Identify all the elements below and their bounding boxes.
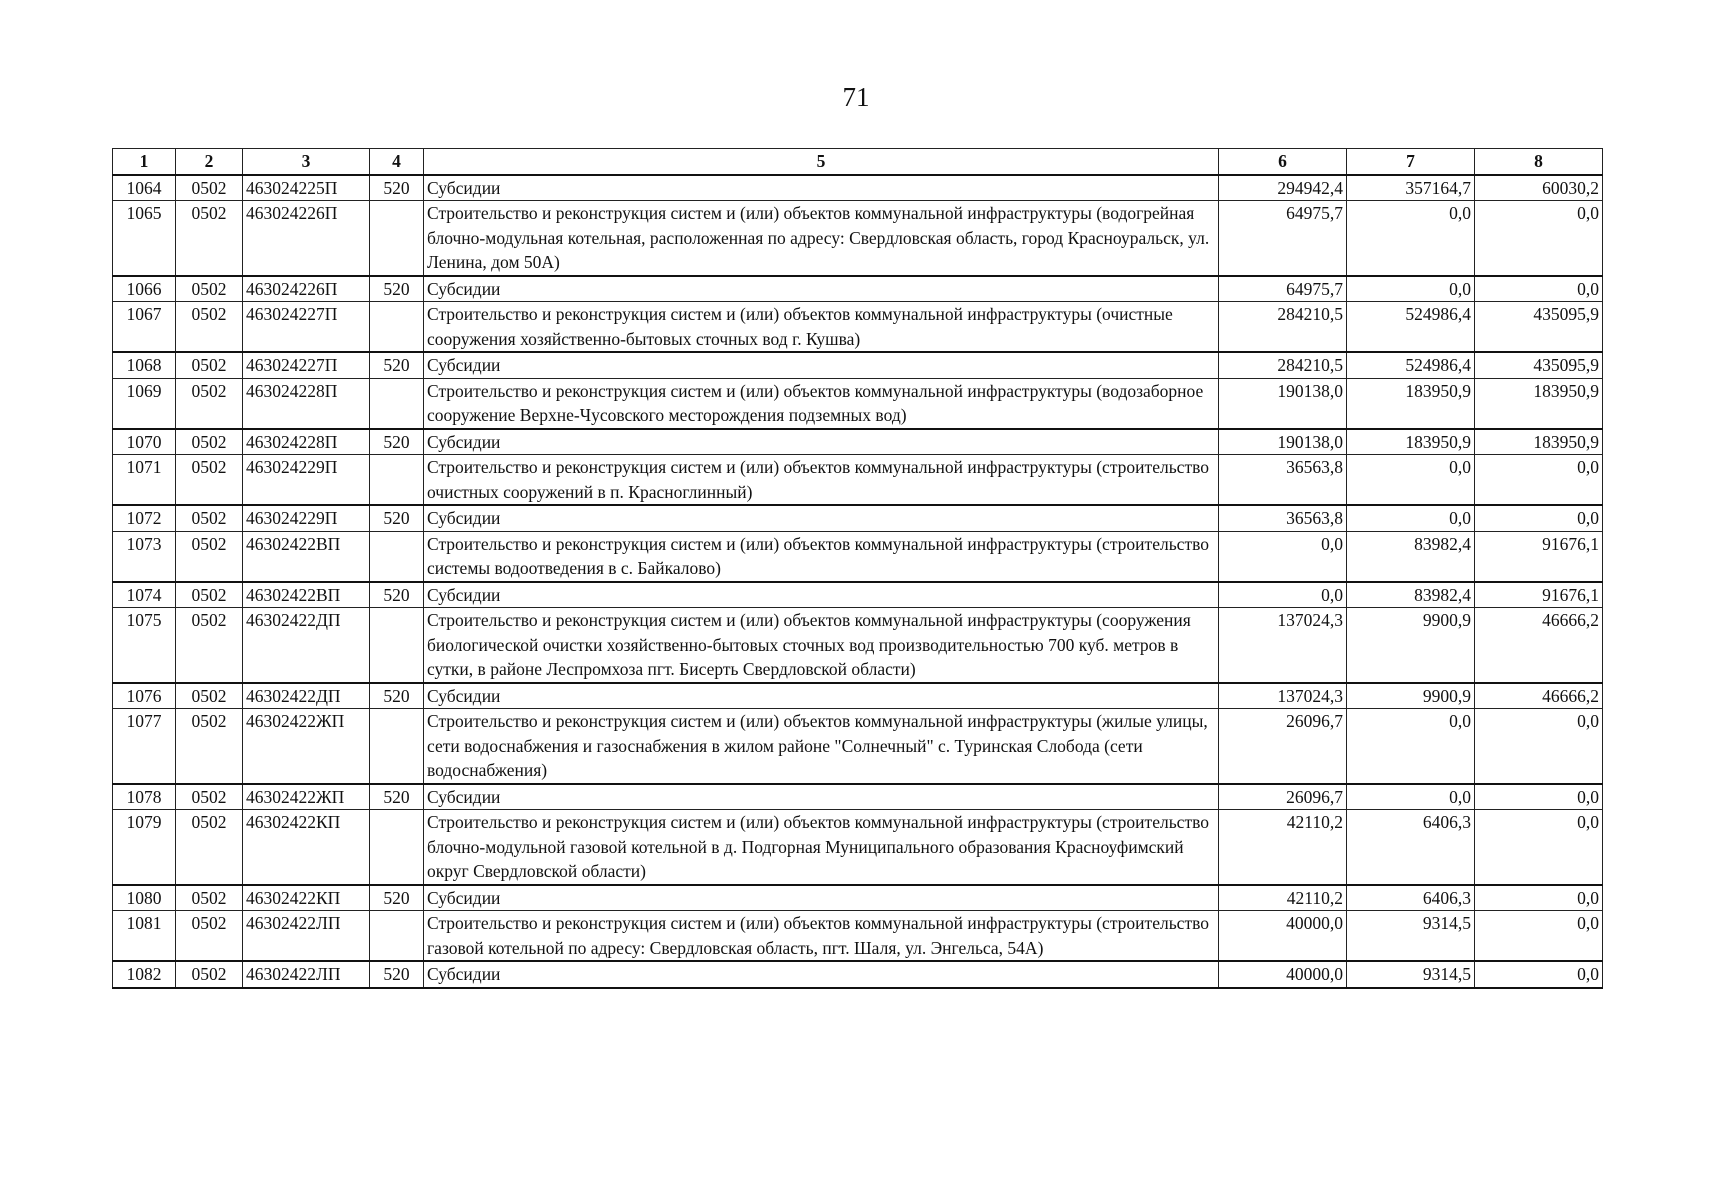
table-row [113, 429, 1603, 455]
section-cell: 0502 [176, 505, 243, 531]
amount-year1-cell: 284210,5 [1219, 302, 1347, 353]
table-row [113, 378, 1603, 429]
row-number-cell: 1080 [113, 885, 176, 911]
row-number-cell: 1074 [113, 582, 176, 608]
table-row [113, 175, 1603, 201]
expense-type-cell: 520 [370, 683, 424, 709]
target-code-cell: 463024229П [243, 455, 370, 506]
row-number-cell: 1066 [113, 276, 176, 302]
name-cell: Субсидии [424, 885, 1219, 911]
amount-year1-cell: 40000,0 [1219, 961, 1347, 988]
expense-type-cell: 520 [370, 429, 424, 455]
expense-type-cell: 520 [370, 505, 424, 531]
target-code-cell: 46302422ВП [243, 582, 370, 608]
name-cell: Строительство и реконструкция систем и (или) объектов коммунальной инфраструктуры (строительство системы водоотведения в с. Байкалово) [424, 531, 1219, 582]
amount-year2-cell: 0,0 [1347, 709, 1475, 784]
expense-type-cell [370, 302, 424, 353]
section-cell: 0502 [176, 201, 243, 276]
row-number-cell: 1077 [113, 709, 176, 784]
expense-type-cell [370, 810, 424, 885]
name-cell: Субсидии [424, 683, 1219, 709]
target-code-cell: 46302422ЛП [243, 961, 370, 988]
amount-year1-cell: 64975,7 [1219, 201, 1347, 276]
amount-year1-cell: 40000,0 [1219, 911, 1347, 962]
section-cell: 0502 [176, 885, 243, 911]
amount-year2-cell: 0,0 [1347, 455, 1475, 506]
table-header [113, 149, 1603, 175]
column-header: 6 [1219, 149, 1347, 175]
amount-year3-cell: 91676,1 [1475, 531, 1603, 582]
amount-year2-cell: 0,0 [1347, 201, 1475, 276]
row-number-cell: 1064 [113, 175, 176, 201]
name-cell: Строительство и реконструкция систем и (или) объектов коммунальной инфраструктуры (водозаборное сооружение Верхне-Чусовского месторождения подземных вод) [424, 378, 1219, 429]
section-cell: 0502 [176, 531, 243, 582]
section-cell: 0502 [176, 175, 243, 201]
expense-type-cell: 520 [370, 276, 424, 302]
target-code-cell: 46302422ДП [243, 608, 370, 683]
section-cell: 0502 [176, 911, 243, 962]
column-header: 3 [243, 149, 370, 175]
column-header: 4 [370, 149, 424, 175]
table-body [113, 175, 1603, 988]
table-row [113, 352, 1603, 378]
expense-type-cell: 520 [370, 784, 424, 810]
expense-type-cell [370, 531, 424, 582]
amount-year3-cell: 60030,2 [1475, 175, 1603, 201]
name-cell: Субсидии [424, 784, 1219, 810]
table-row [113, 201, 1603, 276]
table-row [113, 709, 1603, 784]
amount-year3-cell: 0,0 [1475, 709, 1603, 784]
section-cell: 0502 [176, 429, 243, 455]
row-number-cell: 1067 [113, 302, 176, 353]
amount-year2-cell: 9314,5 [1347, 961, 1475, 988]
section-cell: 0502 [176, 455, 243, 506]
target-code-cell: 463024226П [243, 201, 370, 276]
section-cell: 0502 [176, 302, 243, 353]
amount-year1-cell: 0,0 [1219, 582, 1347, 608]
section-cell: 0502 [176, 784, 243, 810]
table-row [113, 505, 1603, 531]
row-number-cell: 1068 [113, 352, 176, 378]
section-cell: 0502 [176, 683, 243, 709]
table-row [113, 531, 1603, 582]
name-cell: Субсидии [424, 352, 1219, 378]
name-cell: Субсидии [424, 276, 1219, 302]
expense-type-cell [370, 201, 424, 276]
amount-year1-cell: 42110,2 [1219, 810, 1347, 885]
amount-year1-cell: 26096,7 [1219, 784, 1347, 810]
amount-year1-cell: 284210,5 [1219, 352, 1347, 378]
section-cell: 0502 [176, 709, 243, 784]
amount-year3-cell: 0,0 [1475, 911, 1603, 962]
column-header: 5 [424, 149, 1219, 175]
target-code-cell: 46302422ЖП [243, 709, 370, 784]
row-number-cell: 1079 [113, 810, 176, 885]
amount-year2-cell: 6406,3 [1347, 885, 1475, 911]
table-row [113, 810, 1603, 885]
amount-year3-cell: 183950,9 [1475, 429, 1603, 455]
amount-year1-cell: 0,0 [1219, 531, 1347, 582]
target-code-cell: 463024228П [243, 429, 370, 455]
amount-year2-cell: 83982,4 [1347, 531, 1475, 582]
page-number: 71 [842, 82, 870, 112]
target-code-cell: 46302422ДП [243, 683, 370, 709]
target-code-cell: 46302422КП [243, 810, 370, 885]
expense-type-cell: 520 [370, 175, 424, 201]
expense-type-cell [370, 911, 424, 962]
name-cell: Строительство и реконструкция систем и (или) объектов коммунальной инфраструктуры (очистные сооружения хозяйственно-бытовых сточных вод г. Кушва) [424, 302, 1219, 353]
section-cell: 0502 [176, 608, 243, 683]
amount-year2-cell: 183950,9 [1347, 429, 1475, 455]
amount-year1-cell: 26096,7 [1219, 709, 1347, 784]
row-number-cell: 1069 [113, 378, 176, 429]
name-cell: Строительство и реконструкция систем и (или) объектов коммунальной инфраструктуры (строительство очистных сооружений в п. Красноглинный) [424, 455, 1219, 506]
name-cell: Субсидии [424, 582, 1219, 608]
target-code-cell: 463024229П [243, 505, 370, 531]
budget-table [112, 148, 1603, 989]
amount-year2-cell: 183950,9 [1347, 378, 1475, 429]
amount-year1-cell: 64975,7 [1219, 276, 1347, 302]
amount-year2-cell: 524986,4 [1347, 302, 1475, 353]
amount-year3-cell: 46666,2 [1475, 683, 1603, 709]
amount-year3-cell: 435095,9 [1475, 302, 1603, 353]
amount-year2-cell: 0,0 [1347, 505, 1475, 531]
expense-type-cell: 520 [370, 885, 424, 911]
amount-year2-cell: 524986,4 [1347, 352, 1475, 378]
table-row [113, 276, 1603, 302]
row-number-cell: 1082 [113, 961, 176, 988]
table-row [113, 885, 1603, 911]
row-number-cell: 1071 [113, 455, 176, 506]
table-row [113, 911, 1603, 962]
amount-year2-cell: 9900,9 [1347, 683, 1475, 709]
section-cell: 0502 [176, 378, 243, 429]
row-number-cell: 1065 [113, 201, 176, 276]
expense-type-cell: 520 [370, 352, 424, 378]
amount-year2-cell: 9314,5 [1347, 911, 1475, 962]
table-row [113, 961, 1603, 988]
expense-type-cell [370, 378, 424, 429]
expense-type-cell [370, 455, 424, 506]
row-number-cell: 1078 [113, 784, 176, 810]
amount-year3-cell: 0,0 [1475, 455, 1603, 506]
section-cell: 0502 [176, 582, 243, 608]
expense-type-cell [370, 709, 424, 784]
section-cell: 0502 [176, 961, 243, 988]
section-cell: 0502 [176, 276, 243, 302]
table-row [113, 302, 1603, 353]
name-cell: Строительство и реконструкция систем и (или) объектов коммунальной инфраструктуры (сооружения биологической очистки хозяйственно-бытовых сточных вод производительностью 700 куб. метров в сутки, в районе Леспромхоза пгт. Бисерть Свердловской области) [424, 608, 1219, 683]
table-row [113, 608, 1603, 683]
name-cell: Строительство и реконструкция систем и (или) объектов коммунальной инфраструктуры (жилые улицы, сети водоснабжения и газоснабжения в жилом районе "Солнечный" с. Туринская Слобода (сети водоснабжения) [424, 709, 1219, 784]
table-row [113, 683, 1603, 709]
name-cell: Строительство и реконструкция систем и (или) объектов коммунальной инфраструктуры (строительство блочно-модульной газовой котельной в д. Подгорная Муниципального образования Красноуфимский округ Свердловской области) [424, 810, 1219, 885]
name-cell: Строительство и реконструкция систем и (или) объектов коммунальной инфраструктуры (водогрейная блочно-модульная котельная, расположенная по адресу: Свердловская область, город Красноуральск, ул. Ленина, дом 50А) [424, 201, 1219, 276]
amount-year3-cell: 435095,9 [1475, 352, 1603, 378]
amount-year1-cell: 36563,8 [1219, 455, 1347, 506]
amount-year1-cell: 294942,4 [1219, 175, 1347, 201]
expense-type-cell: 520 [370, 961, 424, 988]
row-number-cell: 1081 [113, 911, 176, 962]
amount-year2-cell: 0,0 [1347, 784, 1475, 810]
target-code-cell: 463024226П [243, 276, 370, 302]
target-code-cell: 463024225П [243, 175, 370, 201]
amount-year2-cell: 0,0 [1347, 276, 1475, 302]
name-cell: Субсидии [424, 429, 1219, 455]
section-cell: 0502 [176, 352, 243, 378]
expense-type-cell [370, 608, 424, 683]
amount-year1-cell: 36563,8 [1219, 505, 1347, 531]
amount-year1-cell: 190138,0 [1219, 378, 1347, 429]
amount-year3-cell: 46666,2 [1475, 608, 1603, 683]
amount-year2-cell: 357164,7 [1347, 175, 1475, 201]
amount-year1-cell: 190138,0 [1219, 429, 1347, 455]
amount-year3-cell: 183950,9 [1475, 378, 1603, 429]
column-header: 7 [1347, 149, 1475, 175]
name-cell: Субсидии [424, 505, 1219, 531]
section-cell: 0502 [176, 810, 243, 885]
amount-year3-cell: 0,0 [1475, 885, 1603, 911]
target-code-cell: 46302422ВП [243, 531, 370, 582]
column-header: 8 [1475, 149, 1603, 175]
name-cell: Субсидии [424, 175, 1219, 201]
target-code-cell: 463024228П [243, 378, 370, 429]
name-cell: Субсидии [424, 961, 1219, 988]
amount-year3-cell: 91676,1 [1475, 582, 1603, 608]
amount-year3-cell: 0,0 [1475, 961, 1603, 988]
target-code-cell: 46302422КП [243, 885, 370, 911]
row-number-cell: 1072 [113, 505, 176, 531]
table-row [113, 455, 1603, 506]
amount-year1-cell: 137024,3 [1219, 608, 1347, 683]
amount-year2-cell: 9900,9 [1347, 608, 1475, 683]
amount-year3-cell: 0,0 [1475, 784, 1603, 810]
name-cell: Строительство и реконструкция систем и (или) объектов коммунальной инфраструктуры (строительство газовой котельной по адресу: Свердловская область, пгт. Шаля, ул. Энгельса, 54А) [424, 911, 1219, 962]
target-code-cell: 46302422ЖП [243, 784, 370, 810]
table-row [113, 784, 1603, 810]
target-code-cell: 463024227П [243, 302, 370, 353]
amount-year3-cell: 0,0 [1475, 276, 1603, 302]
amount-year1-cell: 137024,3 [1219, 683, 1347, 709]
column-header: 1 [113, 149, 176, 175]
amount-year2-cell: 83982,4 [1347, 582, 1475, 608]
target-code-cell: 46302422ЛП [243, 911, 370, 962]
amount-year3-cell: 0,0 [1475, 810, 1603, 885]
column-header: 2 [176, 149, 243, 175]
amount-year2-cell: 6406,3 [1347, 810, 1475, 885]
amount-year3-cell: 0,0 [1475, 505, 1603, 531]
expense-type-cell: 520 [370, 582, 424, 608]
row-number-cell: 1076 [113, 683, 176, 709]
target-code-cell: 463024227П [243, 352, 370, 378]
amount-year3-cell: 0,0 [1475, 201, 1603, 276]
row-number-cell: 1073 [113, 531, 176, 582]
amount-year1-cell: 42110,2 [1219, 885, 1347, 911]
row-number-cell: 1070 [113, 429, 176, 455]
row-number-cell: 1075 [113, 608, 176, 683]
table-row [113, 582, 1603, 608]
